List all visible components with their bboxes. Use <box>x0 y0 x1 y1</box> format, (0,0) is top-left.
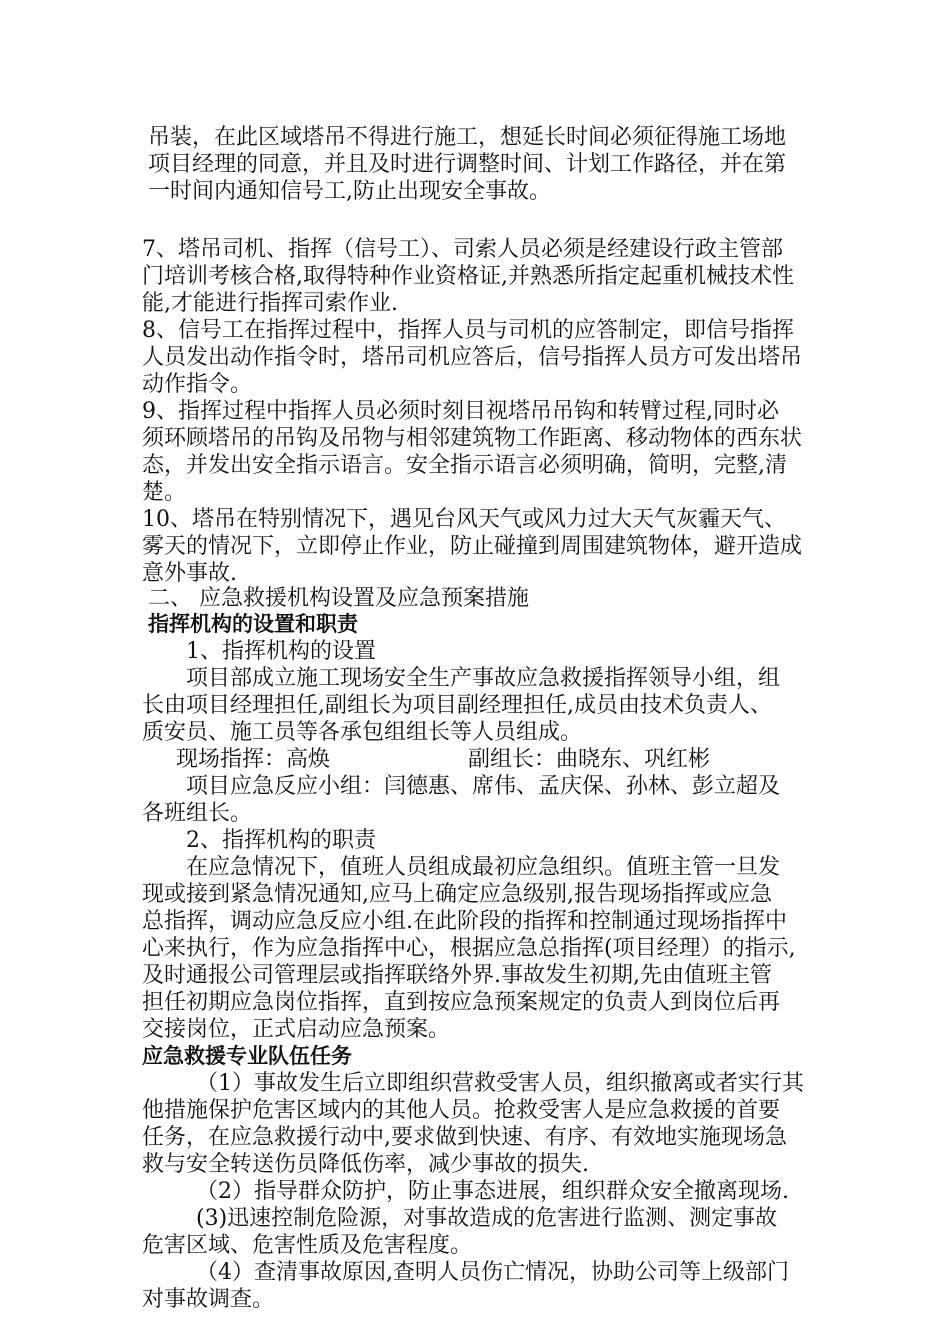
text-line: 总指挥，调动应急反应小组.在此阶段的指挥和控制通过现场指挥中 <box>142 909 787 934</box>
text-line: 对事故调查。 <box>142 1287 275 1312</box>
text-line: 项目应急反应小组：闫德惠、席伟、孟庆保、孙林、彭立超及 <box>186 774 781 799</box>
text-line: 一时间内通知信号工,防止出现安全事故。 <box>148 179 551 204</box>
text-line: 2、指挥机构的职责 <box>186 828 376 853</box>
text-line: 10、塔吊在特别情况下，遇见台风天气或风力过大天气灰霾天气、 <box>142 507 786 532</box>
text-line: 楚。 <box>142 480 187 505</box>
text-line: （2）指导群众防护，防止事态进展，组织群众安全撤离现场. <box>196 1179 789 1204</box>
text-line: 人员发出动作指令时，塔吊司机应答后，信号指挥人员方可发出塔吊 <box>142 345 803 370</box>
text-line: （4）查清事故原因,查明人员伤亡情况，协助公司等上级部门 <box>196 1260 789 1285</box>
text-line: 门培训考核合格,取得特种作业资格证,并熟悉所指定起重机械技术性 <box>142 264 794 289</box>
text-line: 须环顾塔吊的吊钩及吊物与相邻建筑物工作距离、移动物体的西东状 <box>142 426 803 451</box>
text-line: (3)迅速控制危险源，对事故造成的危害进行监测、测定事故 <box>196 1206 778 1231</box>
text-line: 现场指挥：高焕 <box>176 747 331 772</box>
text-line: 吊装，在此区域塔吊不得进行施工，想延长时间必须征得施工场地 <box>148 125 787 150</box>
text-line: 质安员、施工员等各承包组组长等人员组成。 <box>142 720 583 745</box>
text-line: 7、塔吊司机、指挥（信号工）、司索人员必须是经建设行政主管部 <box>142 237 783 262</box>
section-heading: 二、 应急救援机构设置及应急预案措施 <box>148 586 529 611</box>
text-line: 9、指挥过程中指挥人员必须时刻目视塔吊吊钩和转臂过程,同时必 <box>142 399 779 424</box>
text-line: 救与安全转送伤员降低伤率，减少事故的损失. <box>142 1152 589 1177</box>
text-line: 危害区域、危害性质及危害程度。 <box>142 1233 473 1258</box>
text-line: 1、指挥机构的设置 <box>186 639 376 664</box>
text-line: 态，并发出安全指示语言。安全指示语言必须明确，简明，完整,清 <box>142 453 787 478</box>
text-line: 项目部成立施工现场安全生产事故应急救援指挥领导小组，组 <box>186 666 781 691</box>
text-line: 现或接到紧急情况通知,应马上确定应急级别,报告现场指挥或应急 <box>142 882 772 907</box>
text-line: 副组长：曲晓东、巩红彬 <box>468 747 711 772</box>
text-line: （1）事故发生后立即组织营救受害人员，组织撤离或者实行其 <box>196 1071 804 1096</box>
text-line: 长由项目经理担任,副组长为项目副经理担任,成员由技术负责人、 <box>142 693 772 718</box>
text-line: 意外事故. <box>142 561 237 586</box>
text-line: 及时通报公司管理层或指挥联络外界.事故发生初期,先由值班主管 <box>142 963 772 988</box>
text-line: 雾天的情况下，立即停止作业，防止碰撞到周围建筑物体，避开造成 <box>142 534 803 559</box>
text-line: 他措施保护危害区域内的其他人员。抢救受害人是应急救援的首要 <box>142 1098 781 1123</box>
text-line: 在应急情况下，值班人员组成最初应急组织。值班主管一旦发 <box>186 855 781 880</box>
text-line: 担任初期应急岗位指挥，直到按应急预案规定的负责人到岗位后再 <box>142 990 781 1015</box>
text-line: 各班组长。 <box>142 801 253 826</box>
text-line: 心来执行，作为应急指挥中心，根据应急总指挥(项目经理）的指示, <box>142 936 796 961</box>
subsection-heading: 指挥机构的设置和职责 <box>148 612 358 636</box>
text-line: 任务，在应急救援行动中,要求做到快速、有序、有效地实施现场急 <box>142 1125 787 1150</box>
text-line: 项目经理的同意，并且及时进行调整时间、计划工作路径，并在第 <box>148 152 787 177</box>
subsection-heading: 应急救援专业队伍任务 <box>142 1044 352 1068</box>
text-line: 动作指令。 <box>142 372 253 397</box>
text-line: 8、信号工在指挥过程中，指挥人员与司机的应答制定，即信号指挥 <box>142 318 794 343</box>
text-line: 能,才能进行指挥司索作业. <box>142 291 398 316</box>
text-line: 交接岗位，正式启动应急预案。 <box>142 1017 451 1042</box>
